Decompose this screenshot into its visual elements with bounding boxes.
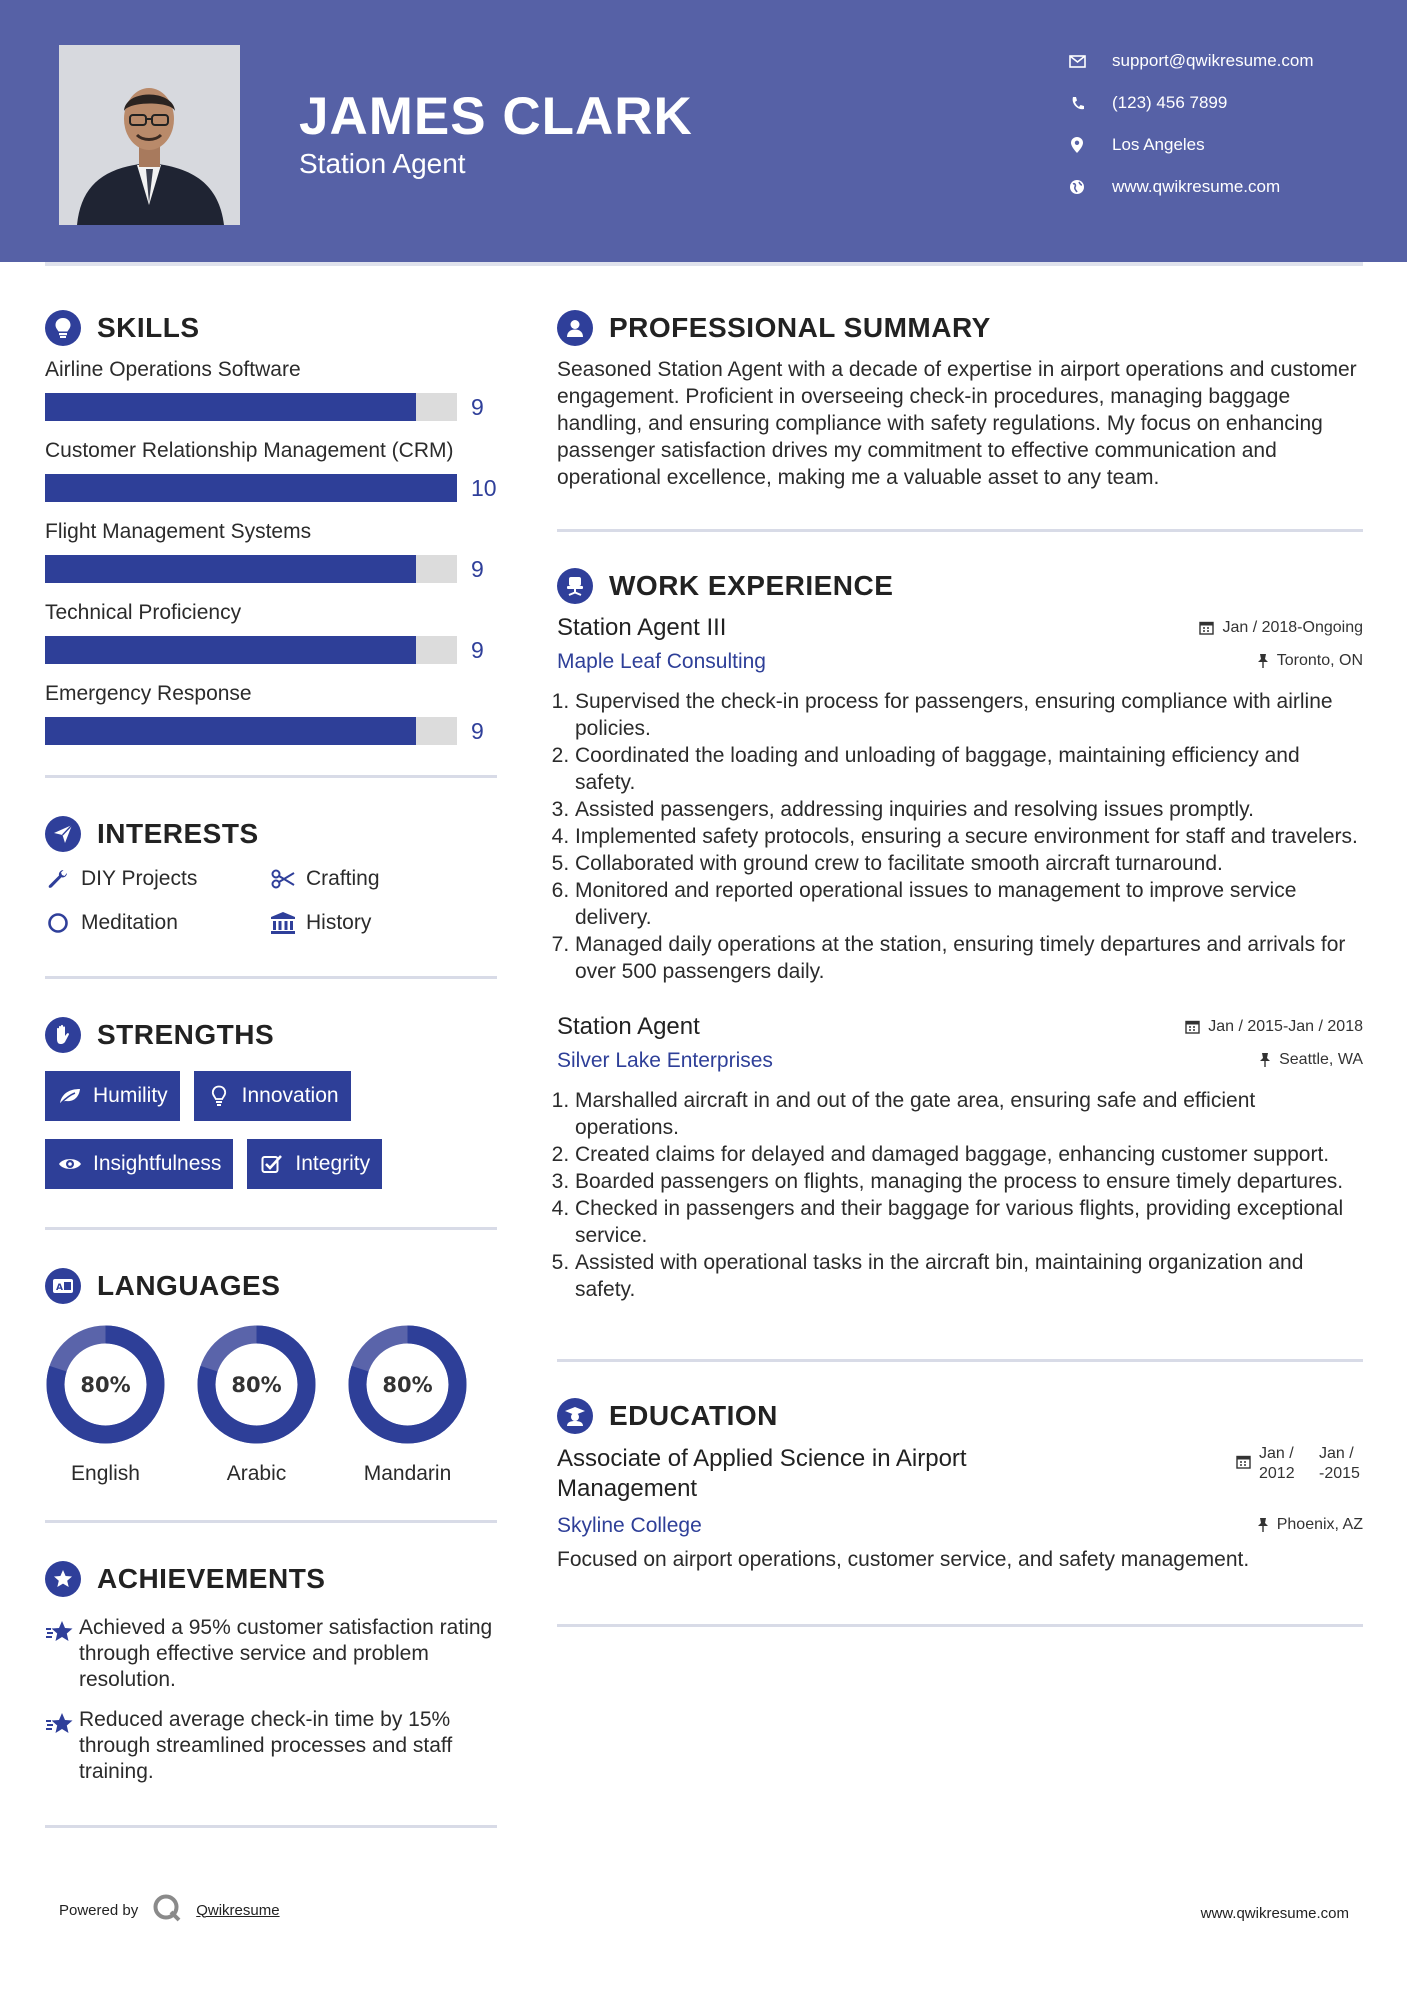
job-date [1199, 619, 1363, 637]
education-dash: - [1319, 1465, 1325, 1482]
job-location [1259, 1051, 1363, 1069]
education-end [1319, 1444, 1363, 1484]
language-name: Arabic [226, 1462, 287, 1485]
interest-label: History [306, 911, 372, 934]
language-percent: 80% [80, 1373, 131, 1397]
contact-phone-text: (123) 456 7899 [1112, 93, 1228, 112]
education-location-text: Phoenix, AZ [1276, 1515, 1363, 1533]
skill-bar-fill [45, 474, 457, 502]
bank-icon [270, 910, 296, 936]
languages-section [45, 1258, 497, 1523]
globe-icon [1064, 178, 1090, 196]
strength-tag [247, 1139, 382, 1189]
achievement-text: Achieved a 95% customer satisfaction rating through effective service and problem resolution. [79, 1616, 493, 1691]
contact-phone[interactable] [1064, 82, 1314, 124]
education-start [1259, 1444, 1319, 1484]
job-bullet: 4. Implemented safety protocols, ensuring a secure environment for staff and travelers. [575, 823, 1363, 850]
contact-email-text: support@qwikresume.com [1112, 51, 1314, 70]
footer-website[interactable]: www.qwikresume.com [1200, 1905, 1349, 1922]
achievements-section [45, 1551, 497, 1828]
job-entry [557, 614, 1363, 985]
star-icon [45, 1707, 79, 1785]
calendar-icon [1199, 620, 1214, 635]
job-bullet: 2. Created claims for delayed and damaged baggage, enhancing customer support. [575, 1141, 1363, 1168]
strength-label: Insightfulness [93, 1152, 222, 1175]
section-divider [557, 529, 1363, 532]
check-square-icon [259, 1152, 285, 1176]
skill-item [45, 437, 497, 502]
education-start-month: Jan / [1259, 1445, 1294, 1462]
calendar-icon [1185, 1019, 1200, 1034]
skill-value: 9 [471, 555, 484, 582]
achievements-title: ACHIEVEMENTS [97, 1563, 326, 1594]
job-date-text: Jan / 2018-Ongoing [1222, 618, 1363, 636]
wrench-icon [45, 866, 71, 892]
pushpin-icon [1257, 653, 1269, 668]
skill-bar-fill [45, 555, 416, 583]
language-percent: 80% [382, 1373, 433, 1397]
education-description: Focused on airport operations, customer service, and safety management. [557, 1548, 1250, 1571]
job-date-text: Jan / 2015-Jan / 2018 [1208, 1017, 1363, 1035]
achievement-item [45, 1707, 497, 1785]
job-bullet: 7. Managed daily operations at the station, ensuring timely departures and arrivals for over 500 passengers daily. [575, 931, 1363, 985]
job-bullet: 2. Coordinated the loading and unloading of baggage, maintaining efficiency and safety. [575, 742, 1363, 796]
contact-website-text: www.qwikresume.com [1112, 177, 1281, 196]
job-bullet: 3. Boarded passengers on flights, managing the process to ensure timely departures. [575, 1168, 1363, 1195]
contact-email[interactable] [1064, 40, 1314, 82]
job-entry [557, 1013, 1363, 1303]
lightbulb-icon [206, 1084, 232, 1108]
qwikresume-logo-icon [152, 1893, 182, 1927]
degree-name: Associate of Applied Science in Airport Management [557, 1445, 967, 1502]
language-percent: 80% [231, 1373, 282, 1397]
user-icon [557, 310, 593, 346]
contact-website[interactable] [1064, 166, 1314, 208]
skill-value: 9 [471, 717, 484, 744]
phone-icon [1064, 94, 1090, 112]
skill-bar [45, 717, 457, 745]
pushpin-icon [1257, 1517, 1269, 1532]
skill-bar [45, 555, 457, 583]
interest-item [270, 866, 495, 892]
skill-name: Emergency Response [45, 682, 252, 705]
skill-name: Technical Proficiency [45, 601, 242, 624]
skill-name: Airline Operations Software [45, 358, 301, 381]
education-section [557, 1388, 1363, 1627]
skill-bar [45, 474, 457, 502]
skill-item [45, 680, 497, 745]
job-bullets [557, 688, 1363, 985]
education-date [1236, 1444, 1363, 1484]
job-date [1185, 1018, 1363, 1036]
section-divider [45, 1227, 497, 1230]
map-pin-icon [1064, 136, 1090, 154]
scissors-icon [270, 866, 296, 892]
office-chair-icon [557, 568, 593, 604]
job-location-text: Toronto, ON [1276, 651, 1363, 669]
achievement-item [45, 1615, 497, 1693]
language-ring [45, 1324, 166, 1445]
skill-bar [45, 636, 457, 664]
education-location [1257, 1516, 1363, 1534]
left-column [45, 300, 497, 1828]
strengths-title: STRENGTHS [97, 1019, 275, 1050]
section-divider [557, 1624, 1363, 1627]
interests-section [45, 806, 497, 979]
qwikresume-link[interactable]: Qwikresume [196, 1901, 280, 1919]
paper-plane-icon [45, 816, 81, 852]
contact-location [1064, 124, 1314, 166]
interest-item [270, 910, 495, 936]
job-bullet: 1. Marshalled aircraft in and out of the gate area, ensuring safe and efficient operations. [575, 1087, 1363, 1141]
skills-section [45, 300, 497, 778]
section-divider [45, 976, 497, 979]
lightbulb-icon [45, 310, 81, 346]
section-divider [45, 1520, 497, 1523]
interest-label: DIY Projects [81, 867, 198, 890]
skill-value: 9 [471, 393, 484, 420]
section-divider [45, 1825, 497, 1828]
job-bullet: 5. Assisted with operational tasks in the aircraft bin, maintaining organization and safety. [575, 1249, 1363, 1303]
strength-label: Innovation [241, 1084, 339, 1107]
job-bullet: 3. Assisted passengers, addressing inquiries and resolving issues promptly. [575, 796, 1363, 823]
skill-item [45, 356, 497, 421]
section-divider [45, 775, 497, 778]
interests-title: INTERESTS [97, 818, 259, 849]
translate-icon [45, 1268, 81, 1304]
education-end-month: Jan / [1319, 1445, 1354, 1462]
interest-label: Meditation [81, 911, 178, 934]
language-ring [347, 1324, 468, 1445]
contact-list [1064, 40, 1314, 208]
skill-item [45, 599, 497, 664]
skill-item [45, 518, 497, 583]
candidate-title: Station Agent [299, 148, 466, 179]
circle-icon [45, 910, 71, 936]
job-bullet: 6. Monitored and reported operational issues to management to improve service delivery. [575, 877, 1363, 931]
candidate-name: JAMES CLARK [299, 87, 693, 146]
company-name: Silver Lake Enterprises [557, 1049, 773, 1072]
work-title: WORK EXPERIENCE [609, 570, 894, 601]
envelope-icon [1064, 52, 1090, 70]
summary-text: Seasoned Station Agent with a decade of expertise in airport operations and customer engagement. Proficient in overseeing check-in procedures, managing baggage handling, and ensuring compliance with safety regulations. My focus on enhancing passenger satisfaction drives my commitment to effective communication and operational excellence, making me a valuable asset to any team. [557, 358, 1357, 489]
languages-title: LANGUAGES [97, 1270, 281, 1301]
education-title: EDUCATION [609, 1400, 778, 1431]
job-title: Station Agent III [557, 614, 727, 641]
strength-tag [194, 1071, 351, 1121]
language-name: Mandarin [363, 1462, 452, 1485]
contact-location-text: Los Angeles [1112, 135, 1205, 154]
skill-bar-fill [45, 636, 416, 664]
section-divider [557, 1359, 1363, 1362]
job-bullet: 1. Supervised the check-in process for passengers, ensuring compliance with airline policies. [575, 688, 1363, 742]
interest-item [45, 866, 270, 892]
skill-bar-fill [45, 393, 416, 421]
job-bullets [557, 1087, 1363, 1303]
calendar-icon [1236, 1454, 1251, 1469]
strengths-section [45, 1007, 497, 1230]
strength-label: Integrity [295, 1152, 371, 1175]
skill-bar [45, 393, 457, 421]
achievement-text: Reduced average check-in time by 15% through streamlined processes and staff training. [79, 1708, 453, 1783]
star-icon [45, 1615, 79, 1693]
svg-text:A: A [56, 1283, 63, 1293]
skill-name: Flight Management Systems [45, 520, 312, 543]
right-column [557, 300, 1363, 1627]
profile-photo [59, 45, 240, 225]
strength-tag [45, 1071, 180, 1121]
interest-item [45, 910, 270, 936]
graduate-icon [557, 1398, 593, 1434]
language-item [196, 1324, 317, 1486]
job-bullet: 4. Checked in passengers and their baggage for various flights, providing exceptional service. [575, 1195, 1363, 1249]
work-section [557, 558, 1363, 1362]
education-end-year: 2015 [1324, 1465, 1360, 1482]
powered-by-label: Powered by [59, 1901, 139, 1919]
company-name: Maple Leaf Consulting [557, 650, 766, 673]
resume-header [0, 0, 1407, 262]
skill-value: 10 [471, 474, 497, 501]
pushpin-icon [1259, 1052, 1271, 1067]
education-start-year: 2012 [1259, 1465, 1295, 1482]
skill-bar-fill [45, 717, 416, 745]
leaf-icon [57, 1084, 83, 1108]
skill-name: Customer Relationship Management (CRM) [45, 439, 454, 462]
skills-title: SKILLS [97, 312, 200, 343]
school-name: Skyline College [557, 1514, 702, 1537]
job-location-text: Seattle, WA [1279, 1050, 1363, 1068]
hand-icon [45, 1017, 81, 1053]
language-name: English [71, 1462, 140, 1485]
star-badge-icon [45, 1561, 81, 1597]
skills-list [45, 356, 497, 745]
footer-powered-by [59, 1893, 280, 1927]
strength-label: Humility [93, 1084, 168, 1107]
language-item [45, 1324, 166, 1486]
job-bullet: 5. Collaborated with ground crew to facilitate smooth aircraft turnaround. [575, 850, 1363, 877]
interest-label: Crafting [306, 867, 380, 890]
strength-tag [45, 1139, 233, 1189]
language-item [347, 1324, 468, 1486]
job-location [1257, 652, 1363, 670]
language-ring [196, 1324, 317, 1445]
skill-value: 9 [471, 636, 484, 663]
summary-title: PROFESSIONAL SUMMARY [609, 312, 991, 343]
job-title: Station Agent [557, 1013, 700, 1040]
header-divider [45, 262, 1363, 266]
eye-icon [57, 1152, 83, 1176]
summary-section [557, 300, 1363, 532]
